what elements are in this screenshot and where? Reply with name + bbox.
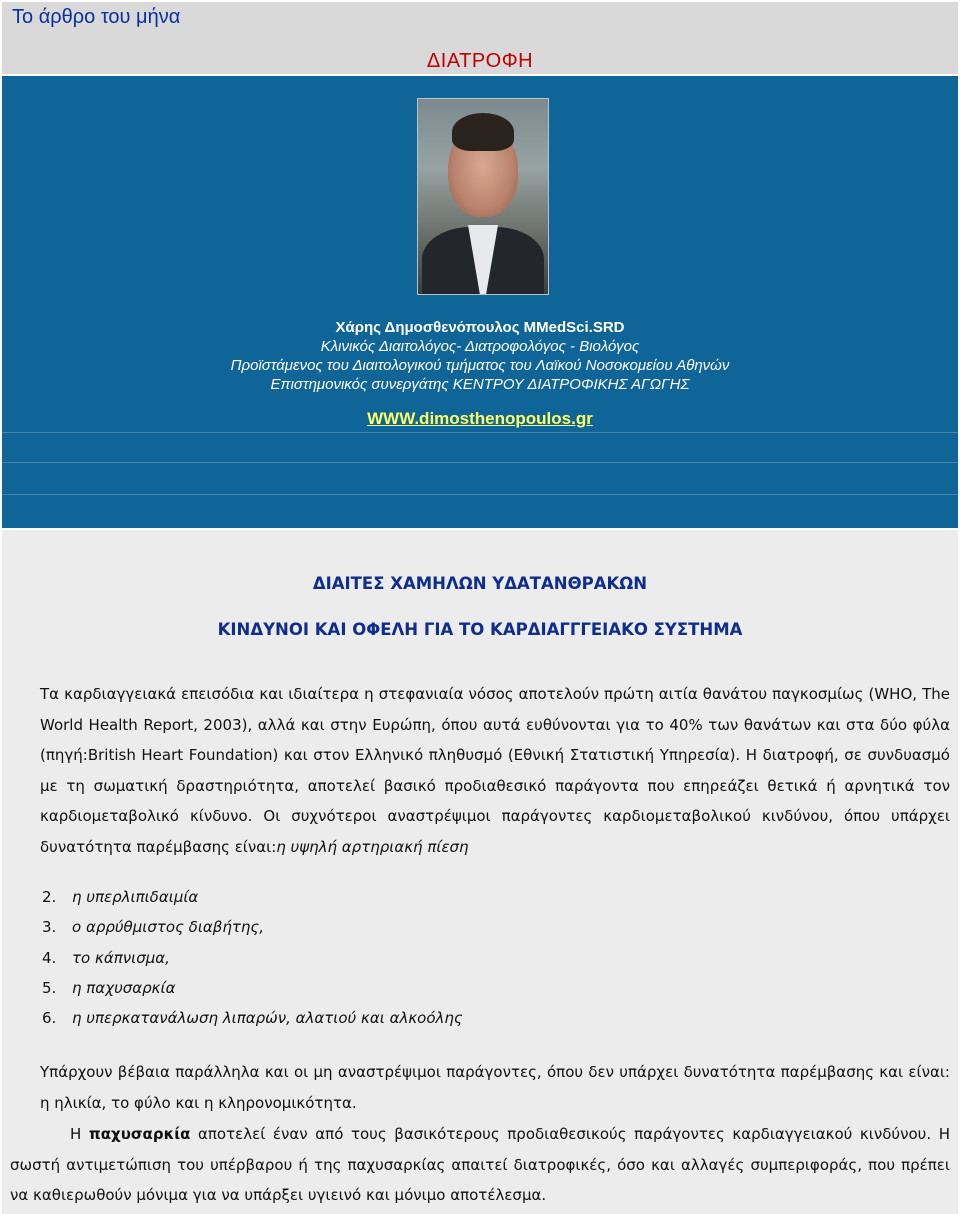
author-photo: [417, 98, 549, 295]
paragraph-italic: η υψηλή αρτηριακή πίεση: [276, 837, 469, 856]
paragraph: Η παχυσαρκία αποτελεί έναν από τους βασικότερους προδιαθεσικούς παράγοντες καρδιαγγειακού κινδύνου. Η σωστή αντιμετώπιση του υπέρβαρου ή της παχυσαρκίας απαιτεί διατροφικές, όσο και αλλαγές συμπεριφοράς, που πρέπει να καθιερωθούν μόνιμα για να υπάρξει υγιεινό και μόνιμο αποτέλεσμα.: [10, 1125, 950, 1204]
page-title: Το άρθρο του μήνα: [12, 6, 181, 28]
author-name: Χάρης Δημοσθενόπουλος MMedSci.SRD: [335, 319, 625, 336]
website-link[interactable]: WWW.dimosthenopoulos.gr: [367, 409, 593, 428]
risk-factor-list: [42, 882, 463, 1033]
paragraph-text: Τα καρδιαγγειακά επεισόδια και ιδιαίτερα η στεφανιαία νόσος αποτελούν πρώτη αιτία θανάτου παγκοσμίως (WHO, The World Health Report, 2003), αλλά και στην Ευρώπη, όπου αυτά ευθύνονται για το 40% των θανάτων και στα δύο φύλα (πηγή:British Heart Foundation) και στον Ελληνικό πληθυσμό (Εθνική Στατιστική Υπηρεσία). Η διατροφή, σε συνδυασμό με τη σωματική δραστηριότητα, αποτελεί βασικό προδιαθεσικό παράγοντα που επηρεάζει θετικά ή αρνητικά τον καρδιομεταβολικό κίνδυνο. Οι συχνότεροι αναστρέψιμοι παράγοντες καρδιομεταβολικού κινδύνου, όπου υπάρχει δυνατότητα παρέμβασης είναι:: [40, 685, 950, 856]
bold-term: παχυσαρκία: [88, 1125, 191, 1143]
list-item: 4. το κάπνισμα,: [42, 948, 170, 967]
top-banner: [2, 2, 958, 74]
article-body: [2, 530, 958, 1214]
paragraph: Υπάρχουν βέβαια παράλληλα και οι μη αναστρέψιμοι παράγοντες, όπου δεν υπάρχει δυνατότητα παρέμβασης και είναι: η ηλικία, το φύλο και η κληρονομικότητα.: [40, 1063, 950, 1112]
list-item: 5. η παχυσαρκία: [42, 978, 176, 997]
author-header: [2, 76, 958, 528]
author-info: [2, 318, 958, 394]
paragraph: [10, 679, 950, 862]
divider: [2, 432, 958, 433]
divider: [2, 494, 958, 495]
author-role: Προϊστάμενος του Διαιτολογικού τμήματος του Λαϊκού Νοσοκομείου Αθηνών: [230, 357, 730, 374]
article-subheading: ΚΙΝΔΥΝΟΙ ΚΑΙ ΟΦΕΛΗ ΓΙΑ ΤΟ ΚΑΡΔΙΑΓΓΓΕΙΑΚΟ ΣΥΣΤΗΜΑ: [217, 620, 743, 639]
author-role: Επιστημονικός συνεργάτης ΚΕΝΤΡΟΥ ΔΙΑΤΡΟΦΙΚΗΣ ΑΓΩΓΗΣ: [270, 376, 690, 393]
divider: [2, 462, 958, 463]
list-item: 3. ο αρρύθμιστος διαβήτης,: [42, 918, 264, 937]
section-title: ΔΙΑΤΡΟΦΗ: [426, 50, 534, 72]
list-item: 2. η υπερλιπιδαιμία: [42, 888, 199, 906]
author-role: Κλινικός Διαιτολόγος- Διατροφολόγος - Βιολόγος: [320, 338, 640, 355]
list-item: 6. η υπερκατανάλωση λιπαρών, αλατιού και αλκοόλης: [42, 1009, 463, 1028]
article-heading: ΔΙΑΙΤΕΣ ΧΑΜΗΛΩΝ ΥΔΑΤΑΝΘΡΑΚΩΝ: [312, 574, 648, 593]
